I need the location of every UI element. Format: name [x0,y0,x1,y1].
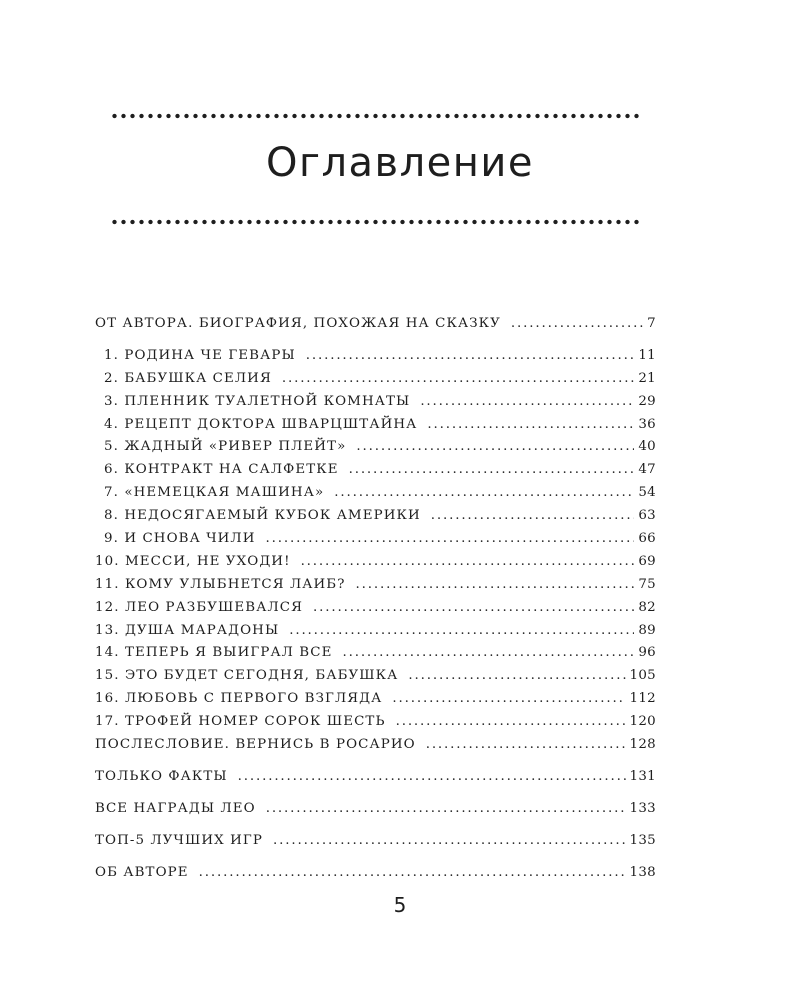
dot-leader [431,505,635,528]
toc-entry-label: 4. РЕЦЕПТ ДОКТОРА ШВАРЦШТАЙНА [104,416,418,432]
toc-entry-chapter-1 [95,345,656,368]
dot-leader [273,830,626,853]
dotted-divider-top [110,113,640,119]
toc-entry-chapter-12 [95,597,656,620]
toc-entry-chapter-10 [95,551,656,574]
toc-entry-page: 133 [629,800,656,816]
dot-leader [334,482,634,505]
toc-entry-chapter-3 [95,391,656,414]
dot-leader [306,345,635,368]
dot-leader [301,551,635,574]
toc-entry-chapter-6 [95,459,656,482]
dot-leader [426,734,626,757]
toc-entry-label: 1. РОДИНА ЧЕ ГЕВАРЫ [104,347,296,363]
toc-entry-chapter-17 [95,711,656,734]
toc-entry-page: 36 [638,416,656,432]
toc-entry-page: 7 [647,316,656,331]
toc-entry-appendix-facts [95,766,656,789]
toc-entry-label: 5. ЖАДНЫЙ «РИВЕР ПЛЕЙТ» [104,439,347,455]
toc-entry-page: 11 [638,347,656,363]
toc-entry-label: 7. «НЕМЕЦКАЯ МАШИНА» [104,485,325,501]
toc-entry-afterword [95,734,656,757]
toc-entry-page: 63 [638,508,656,524]
toc-entry-label: ОТ АВТОРА. БИОГРАФИЯ, ПОХОЖАЯ НА СКАЗКУ [95,316,501,331]
toc-entry-page: 89 [638,622,656,638]
toc-entry-chapter-14 [95,642,656,665]
toc-entry-page: 112 [629,691,656,707]
dot-leader [282,368,635,391]
toc-entry-label: 12. ЛЕО РАЗБУШЕВАЛСЯ [95,599,304,615]
toc-entry-label: 15. ЭТО БУДЕТ СЕГОДНЯ, БАБУШКА [95,668,399,684]
dot-leader [238,766,626,789]
dot-leader [266,798,626,821]
toc-entry-preface [95,313,656,336]
dot-leader [427,414,634,437]
toc-entry-label: ТОП-5 ЛУЧШИХ ИГР [95,832,263,848]
dot-leader [313,597,634,620]
toc-entry-page: 96 [638,645,656,661]
toc-entry-appendix-author [95,862,656,885]
toc-entry-chapter-15 [95,665,656,688]
toc-entry-chapter-11 [95,574,656,597]
toc-entry-label: 16. ЛЮБОВЬ С ПЕРВОГО ВЗГЛЯДА [95,691,383,707]
toc-entry-page: 105 [629,668,656,684]
toc-entry-chapter-9 [95,528,656,551]
toc-entry-label: ПОСЛЕСЛОВИЕ. ВЕРНИСЬ В РОСАРИО [95,737,416,753]
dot-leader [356,436,634,459]
toc-entry-chapter-8 [95,505,656,528]
dot-leader [199,862,626,885]
toc-entry-label: 6. КОНТРАКТ НА САЛФЕТКЕ [104,462,339,478]
dot-leader [356,574,635,597]
toc-entry-page: 40 [638,439,656,455]
toc-entry-chapter-2 [95,368,656,391]
dot-leader [420,391,634,414]
toc-entry-chapter-4 [95,414,656,437]
toc-entry-page: 75 [638,576,656,592]
toc-entry-chapter-16 [95,688,656,711]
dotted-divider-bottom [110,219,640,225]
toc-entry-page: 120 [629,714,656,730]
toc-entry-label: ТОЛЬКО ФАКТЫ [95,768,228,784]
table-of-contents [95,313,656,884]
toc-entry-label: 11. КОМУ УЛЫБНЕТСЯ ЛАИБ? [95,576,346,592]
dot-leader [349,459,635,482]
page-title: Оглавление [265,140,535,186]
toc-entry-page: 128 [629,737,656,753]
toc-entry-label: 8. НЕДОСЯГАЕМЫЙ КУБОК АМЕРИКИ [104,508,421,524]
dot-leader [511,313,643,336]
dot-leader [289,620,634,643]
toc-entry-label: 2. БАБУШКА СЕЛИЯ [104,370,272,386]
page-number: 5 [393,893,407,917]
toc-entry-label: 14. ТЕПЕРЬ Я ВЫИГРАЛ ВСЕ [95,645,333,661]
toc-entry-label: 3. ПЛЕННИК ТУАЛЕТНОЙ КОМНАТЫ [104,393,411,409]
toc-entry-label: ОБ АВТОРЕ [95,864,189,880]
toc-entry-chapter-13 [95,620,656,643]
toc-entry-page: 135 [629,832,656,848]
toc-entry-chapter-7 [95,482,656,505]
dot-leader [392,688,625,711]
toc-entry-label: 10. МЕССИ, НЕ УХОДИ! [95,553,291,569]
toc-entry-page: 131 [629,768,656,784]
toc-entry-page: 138 [629,864,656,880]
toc-entry-page: 66 [638,531,656,547]
toc-entry-appendix-awards [95,798,656,821]
dot-leader [266,528,635,551]
toc-entry-label: ВСЕ НАГРАДЫ ЛЕО [95,800,256,816]
toc-entry-label: 17. ТРОФЕЙ НОМЕР СОРОК ШЕСТЬ [95,714,386,730]
dot-leader [342,642,634,665]
toc-entry-page: 47 [638,462,656,478]
toc-entry-page: 29 [638,393,656,409]
dot-leader [396,711,626,734]
toc-entry-page: 54 [638,485,656,501]
toc-entry-appendix-top5 [95,830,656,853]
toc-entry-page: 69 [638,553,656,569]
toc-entry-label: 13. ДУША МАРАДОНЫ [95,622,280,638]
dot-leader [408,665,625,688]
toc-entry-chapter-5 [95,436,656,459]
toc-entry-page: 82 [638,599,656,615]
toc-entry-label: 9. И СНОВА ЧИЛИ [104,531,256,547]
toc-entry-page: 21 [638,370,656,386]
